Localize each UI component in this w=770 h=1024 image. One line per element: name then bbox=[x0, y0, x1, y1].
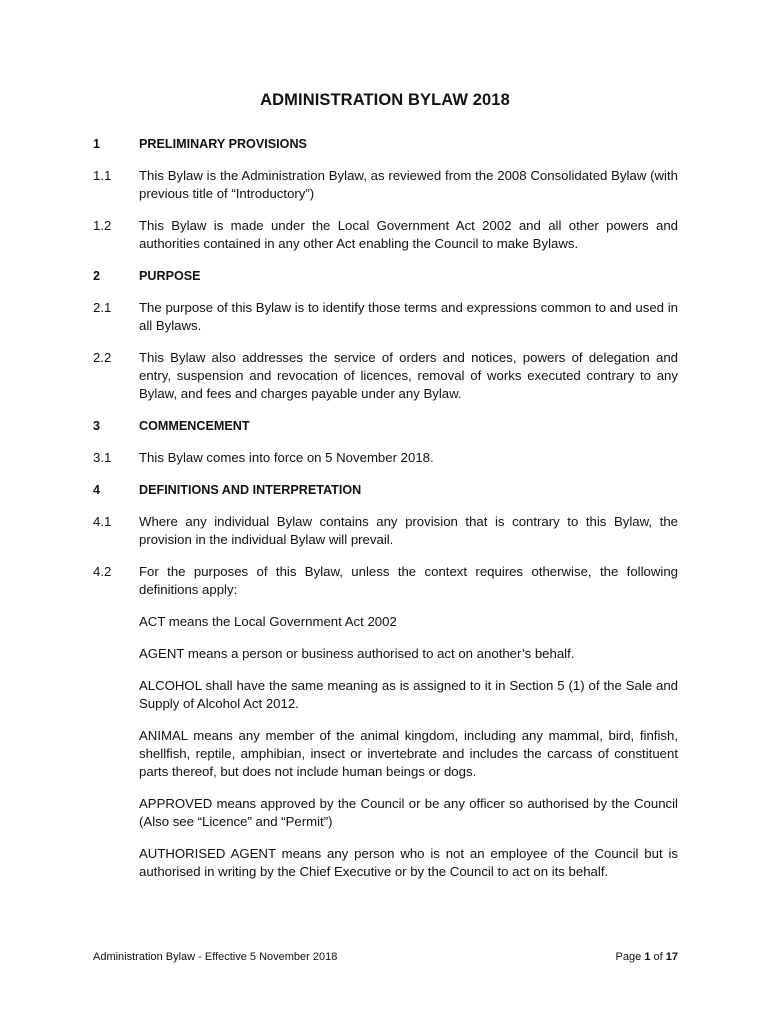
section-heading bbox=[93, 267, 678, 285]
clause-text: This Bylaw comes into force on 5 November 2018. bbox=[139, 450, 434, 465]
clause-number: 4.2 bbox=[93, 564, 112, 579]
page-prefix: Page bbox=[615, 951, 642, 963]
page-current: 1 bbox=[644, 951, 651, 963]
section-title: DEFINITIONS AND INTERPRETATION bbox=[139, 483, 362, 497]
clause-number: 2.2 bbox=[93, 350, 112, 365]
clause bbox=[93, 513, 678, 549]
footer-document-label: Administration Bylaw - Effective 5 November 2018 bbox=[93, 951, 338, 963]
clause-number: 4.1 bbox=[93, 514, 112, 529]
section-title: COMMENCEMENT bbox=[139, 419, 250, 433]
clause-text: This Bylaw is the Administration Bylaw, as reviewed from the 2008 Consolidated Bylaw (with previous title of “Introductory”) bbox=[139, 168, 678, 201]
page-number bbox=[616, 951, 678, 963]
page-footer bbox=[93, 951, 678, 963]
clause-text: This Bylaw is made under the Local Government Act 2002 and all other powers and authorities contained in any other Act enabling the Council to make Bylaws. bbox=[139, 218, 678, 251]
page-total: 17 bbox=[665, 951, 678, 963]
definition-authorised-agent: AUTHORISED AGENT means any person who is not an employee of the Council but is authorised in writing by the Chief Executive or by the Council to act on its behalf. bbox=[139, 846, 678, 879]
clause-text: Where any individual Bylaw contains any provision that is contrary to this Bylaw, the provision in the individual Bylaw will prevail. bbox=[139, 514, 678, 547]
clause-number: 1.1 bbox=[93, 168, 112, 183]
clause-number: 3.1 bbox=[93, 450, 112, 465]
clause bbox=[93, 167, 678, 203]
section-number: 1 bbox=[93, 137, 101, 151]
section-number: 3 bbox=[93, 419, 101, 433]
clause bbox=[93, 563, 678, 599]
document-body bbox=[93, 135, 678, 895]
section-title: PRELIMINARY PROVISIONS bbox=[139, 137, 307, 151]
clause-text: The purpose of this Bylaw is to identify those terms and expressions common to and used in all Bylaws. bbox=[139, 300, 678, 333]
clause bbox=[93, 349, 678, 403]
clause bbox=[93, 299, 678, 335]
section-title: PURPOSE bbox=[139, 269, 201, 283]
clause-number: 2.1 bbox=[93, 300, 112, 315]
page-of: of bbox=[653, 951, 663, 963]
definition-approved: APPROVED means approved by the Council or be any officer so authorised by the Council (Also see “Licence” and “Permit”) bbox=[139, 796, 678, 829]
definition-alcohol: ALCOHOL shall have the same meaning as is assigned to it in Section 5 (1) of the Sale and Supply of Alcohol Act 2012. bbox=[139, 678, 678, 711]
definition-act: ACT means the Local Government Act 2002 bbox=[139, 614, 397, 629]
section-number: 4 bbox=[93, 483, 101, 497]
clause bbox=[93, 217, 678, 253]
definition-animal: ANIMAL means any member of the animal kingdom, including any mammal, bird, finfish, shellfish, reptile, amphibian, insect or invertebrate and includes the carcass of constituent parts thereof, but does not include human beings or dogs. bbox=[139, 728, 678, 779]
definition-agent: AGENT means a person or business authorised to act on another’s behalf. bbox=[139, 646, 575, 661]
section-heading bbox=[93, 417, 678, 435]
section-heading bbox=[93, 135, 678, 153]
clause-number: 1.2 bbox=[93, 218, 112, 233]
section-heading bbox=[93, 481, 678, 499]
clause-text: This Bylaw also addresses the service of orders and notices, powers of delegation and entry, suspension and revocation of licences, removal of works executed contrary to any Bylaw, and fees and charges payable under any Bylaw. bbox=[139, 350, 678, 401]
clause-text: For the purposes of this Bylaw, unless the context requires otherwise, the following definitions apply: bbox=[139, 564, 678, 597]
section-number: 2 bbox=[93, 269, 101, 283]
document-title: ADMINISTRATION BYLAW 2018 bbox=[260, 91, 510, 109]
clause bbox=[93, 449, 678, 467]
